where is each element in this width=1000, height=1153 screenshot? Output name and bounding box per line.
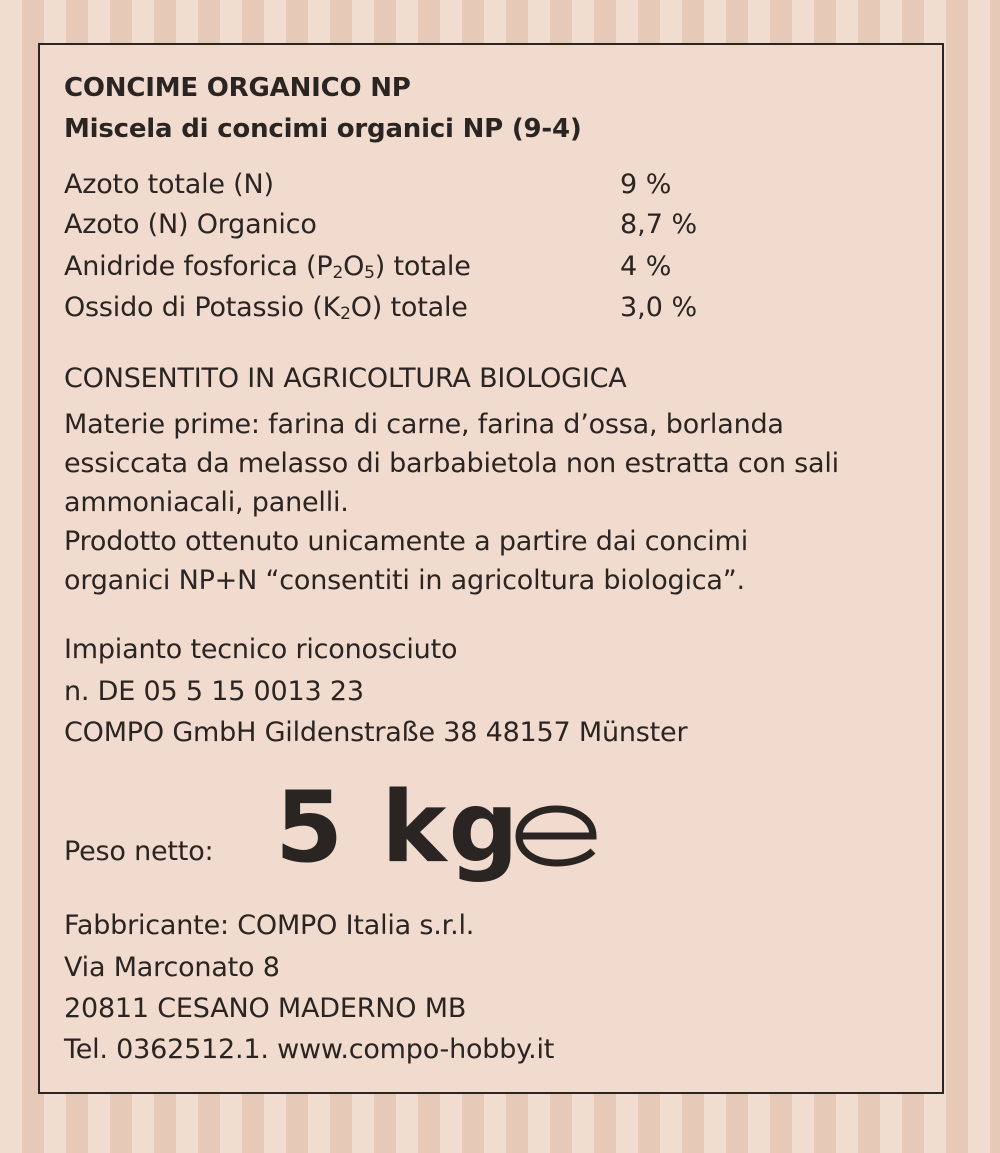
nutrient-value: 9 % (620, 169, 672, 200)
nutrient-name: Ossido di Potassio $(K_2O)$ totale (64, 292, 468, 324)
plant-line: n. DE 05 5 15 0013 23 (64, 676, 364, 707)
product-title: CONCIME ORGANICO NP (64, 73, 411, 103)
nutrient-name: Azoto totale (N) (64, 169, 274, 200)
manufacturer-line: Via Marconato 8 (64, 952, 280, 983)
net-weight-value: 5 kg (275, 771, 521, 885)
nutrient-value: 8,7 % (620, 209, 698, 240)
label-panel (38, 43, 944, 1094)
plant-line: COMPO GmbH Gildenstraße 38 48157 Münster (64, 717, 688, 748)
materials-line: Materie prime: farina di carne, farina d’ossa, borlanda (64, 409, 784, 440)
organic-heading: CONSENTITO IN AGRICOLTURA BIOLOGICA (64, 363, 627, 394)
estimated-e-mark-icon (513, 805, 599, 867)
net-weight-label: Peso netto: (64, 836, 214, 867)
product-subtitle: Miscela di concimi organici NP (9-4) (64, 114, 582, 144)
manufacturer-line: Tel. 0362512.1. www.compo-hobby.it (64, 1034, 555, 1065)
materials-line: organici NP+N “consentiti in agricoltura biologica”. (64, 565, 745, 596)
materials-line: Prodotto ottenuto unicamente a partire dai concimi (64, 526, 748, 557)
nutrient-name: Anidride fosforica $(P_2O_5)$ totale (64, 251, 471, 283)
nutrient-name: Azoto (N) Organico (64, 209, 317, 240)
manufacturer-line: 20811 CESANO MADERNO MB (64, 993, 467, 1024)
nutrient-value: 3,0 % (620, 292, 698, 323)
nutrient-value: 4 % (620, 251, 672, 282)
materials-line: essiccata da melasso di barbabietola non estratta con sali (64, 448, 839, 479)
plant-line: Impianto tecnico riconosciuto (64, 634, 458, 665)
manufacturer-line: Fabbricante: COMPO Italia s.r.l. (64, 910, 475, 941)
materials-line: ammoniacali, panelli. (64, 487, 349, 518)
